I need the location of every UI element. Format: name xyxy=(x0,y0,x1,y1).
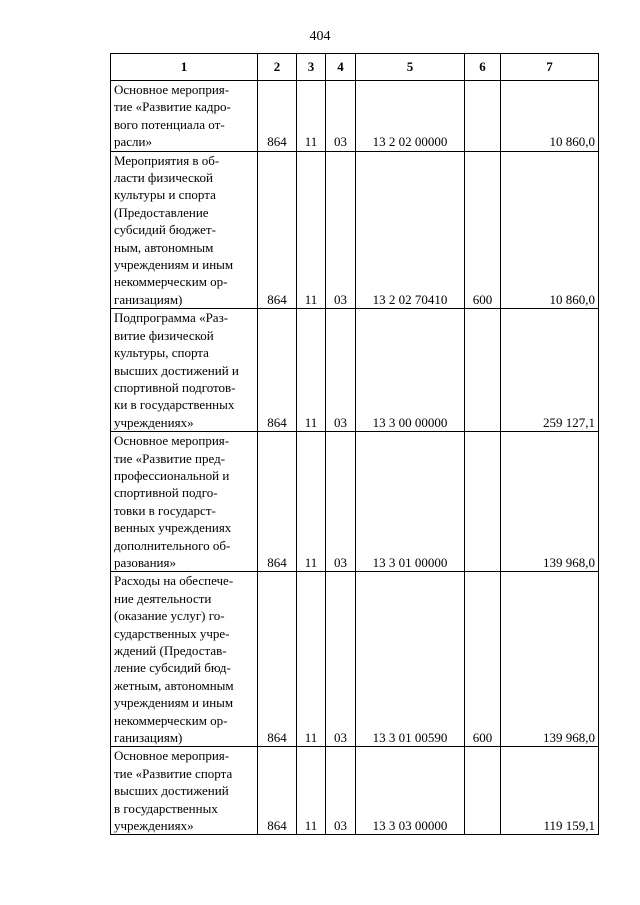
expense-name-line: тие «Развитие пред- xyxy=(114,450,226,466)
expense-name-line: Мероприятия в об- xyxy=(114,152,220,168)
expense-name-line: ганизациям) xyxy=(114,291,183,307)
amount-cell: 259 127,1 xyxy=(501,309,599,432)
expense-type-cell xyxy=(465,432,501,572)
expense-name-line: спортивной подготов- xyxy=(114,379,236,395)
column-header: 4 xyxy=(326,54,356,81)
subsection-code-cell: 03 xyxy=(326,151,356,309)
table-row xyxy=(111,572,599,747)
expense-name-line: учреждениям и иным xyxy=(114,695,234,711)
expense-name-line: учреждениям и иным xyxy=(114,257,234,273)
expense-name-line: товки в государст- xyxy=(114,502,216,518)
expense-name-line: ласти физической xyxy=(114,170,213,186)
column-header: 2 xyxy=(258,54,297,81)
ministry-code-cell: 864 xyxy=(258,432,297,572)
budget-table xyxy=(110,53,599,835)
amount-cell: 10 860,0 xyxy=(501,151,599,309)
expense-name-line: некоммерческим ор- xyxy=(114,712,228,728)
ministry-code-cell: 864 xyxy=(258,747,297,835)
header-row xyxy=(111,54,599,81)
expense-name-line: ганизациям) xyxy=(114,730,183,746)
expense-name-line: ждений (Предостав- xyxy=(114,643,227,658)
ministry-code-cell: 864 xyxy=(258,151,297,309)
subsection-code-cell: 03 xyxy=(326,747,356,835)
column-header: 3 xyxy=(297,54,326,81)
expense-name-line: ки в государственных xyxy=(114,397,235,413)
expense-name-cell xyxy=(111,432,258,572)
expense-name-line: субсидий бюджет- xyxy=(114,222,216,238)
table-row xyxy=(111,309,599,432)
expense-type-cell: 600 xyxy=(465,572,501,747)
amount-cell: 10 860,0 xyxy=(501,81,599,152)
ministry-code-cell: 864 xyxy=(258,572,297,747)
expense-name-line: учреждениях» xyxy=(114,414,194,430)
expense-name-line: в государственных xyxy=(114,800,218,816)
expense-name-line: жетным, автономным xyxy=(114,677,234,693)
expense-name-line: ным, автономным xyxy=(114,239,214,255)
subsection-code-cell: 03 xyxy=(326,81,356,152)
amount-cell: 139 968,0 xyxy=(501,572,599,747)
expense-name-line: Расходы на обеспече- xyxy=(114,573,234,589)
column-header: 5 xyxy=(356,54,465,81)
expense-type-cell xyxy=(465,747,501,835)
expense-name-line: спортивной подго- xyxy=(114,485,218,501)
table-row xyxy=(111,151,599,309)
table-row xyxy=(111,432,599,572)
section-code-cell: 11 xyxy=(297,81,326,152)
expense-name-line: Основное мероприя- xyxy=(114,433,230,449)
expense-name-line: профессиональной и xyxy=(114,467,230,483)
target-article-cell: 13 3 03 00000 xyxy=(356,747,465,835)
expense-name-line: (Предоставление xyxy=(114,204,209,220)
expense-type-cell xyxy=(465,309,501,432)
target-article-cell: 13 2 02 70410 xyxy=(356,151,465,309)
expense-name-line: ние деятельности xyxy=(114,590,212,606)
section-code-cell: 11 xyxy=(297,432,326,572)
expense-name-line: высших достижений и xyxy=(114,362,239,378)
expense-type-cell: 600 xyxy=(465,151,501,309)
expense-type-cell xyxy=(465,81,501,152)
column-header: 6 xyxy=(465,54,501,81)
expense-name-line: Подпрограмма «Раз- xyxy=(114,310,229,326)
expense-name-line: (оказание услуг) го- xyxy=(114,608,225,624)
column-header: 1 xyxy=(111,54,258,81)
column-header: 7 xyxy=(501,54,599,81)
section-code-cell: 11 xyxy=(297,309,326,432)
expense-name-line: дополнительного об- xyxy=(114,537,231,553)
expense-name-line: некоммерческим ор- xyxy=(114,274,228,290)
subsection-code-cell: 03 xyxy=(326,572,356,747)
expense-name-line: культуры, спорта xyxy=(114,345,209,361)
expense-name-line: вого потенциала от- xyxy=(114,116,225,132)
expense-name-line: тие «Развитие спорта xyxy=(114,765,233,781)
section-code-cell: 11 xyxy=(297,572,326,747)
subsection-code-cell: 03 xyxy=(326,432,356,572)
expense-name-line: Основное мероприя- xyxy=(114,748,230,764)
section-code-cell: 11 xyxy=(297,151,326,309)
target-article-cell: 13 2 02 00000 xyxy=(356,81,465,152)
expense-name-line: культуры и спорта xyxy=(114,187,216,203)
expense-name-line: ление субсидий бюд- xyxy=(114,660,231,676)
ministry-code-cell: 864 xyxy=(258,309,297,432)
expense-name-line: витие физической xyxy=(114,327,214,343)
target-article-cell: 13 3 01 00590 xyxy=(356,572,465,747)
expense-name-line: сударственных учре- xyxy=(114,625,230,641)
target-article-cell: 13 3 01 00000 xyxy=(356,432,465,572)
expense-name-line: разования» xyxy=(114,554,176,570)
page-number: 404 xyxy=(309,29,331,44)
expense-name-cell xyxy=(111,151,258,309)
amount-cell: 139 968,0 xyxy=(501,432,599,572)
table-row xyxy=(111,81,599,152)
ministry-code-cell: 864 xyxy=(258,81,297,152)
subsection-code-cell: 03 xyxy=(326,309,356,432)
expense-name-cell xyxy=(111,747,258,835)
section-code-cell: 11 xyxy=(297,747,326,835)
expense-name-line: расли» xyxy=(114,134,152,150)
expense-name-line: венных учреждениях xyxy=(114,520,232,536)
expense-name-line: учреждениях» xyxy=(114,818,194,834)
amount-cell: 119 159,1 xyxy=(501,747,599,835)
expense-name-cell xyxy=(111,572,258,747)
expense-name-line: высших достижений xyxy=(114,783,229,799)
expense-name-cell xyxy=(111,81,258,152)
table-row xyxy=(111,747,599,835)
expense-name-cell xyxy=(111,309,258,432)
expense-name-line: тие «Развитие кадро- xyxy=(114,99,231,115)
expense-name-line: Основное мероприя- xyxy=(114,82,230,97)
target-article-cell: 13 3 00 00000 xyxy=(356,309,465,432)
